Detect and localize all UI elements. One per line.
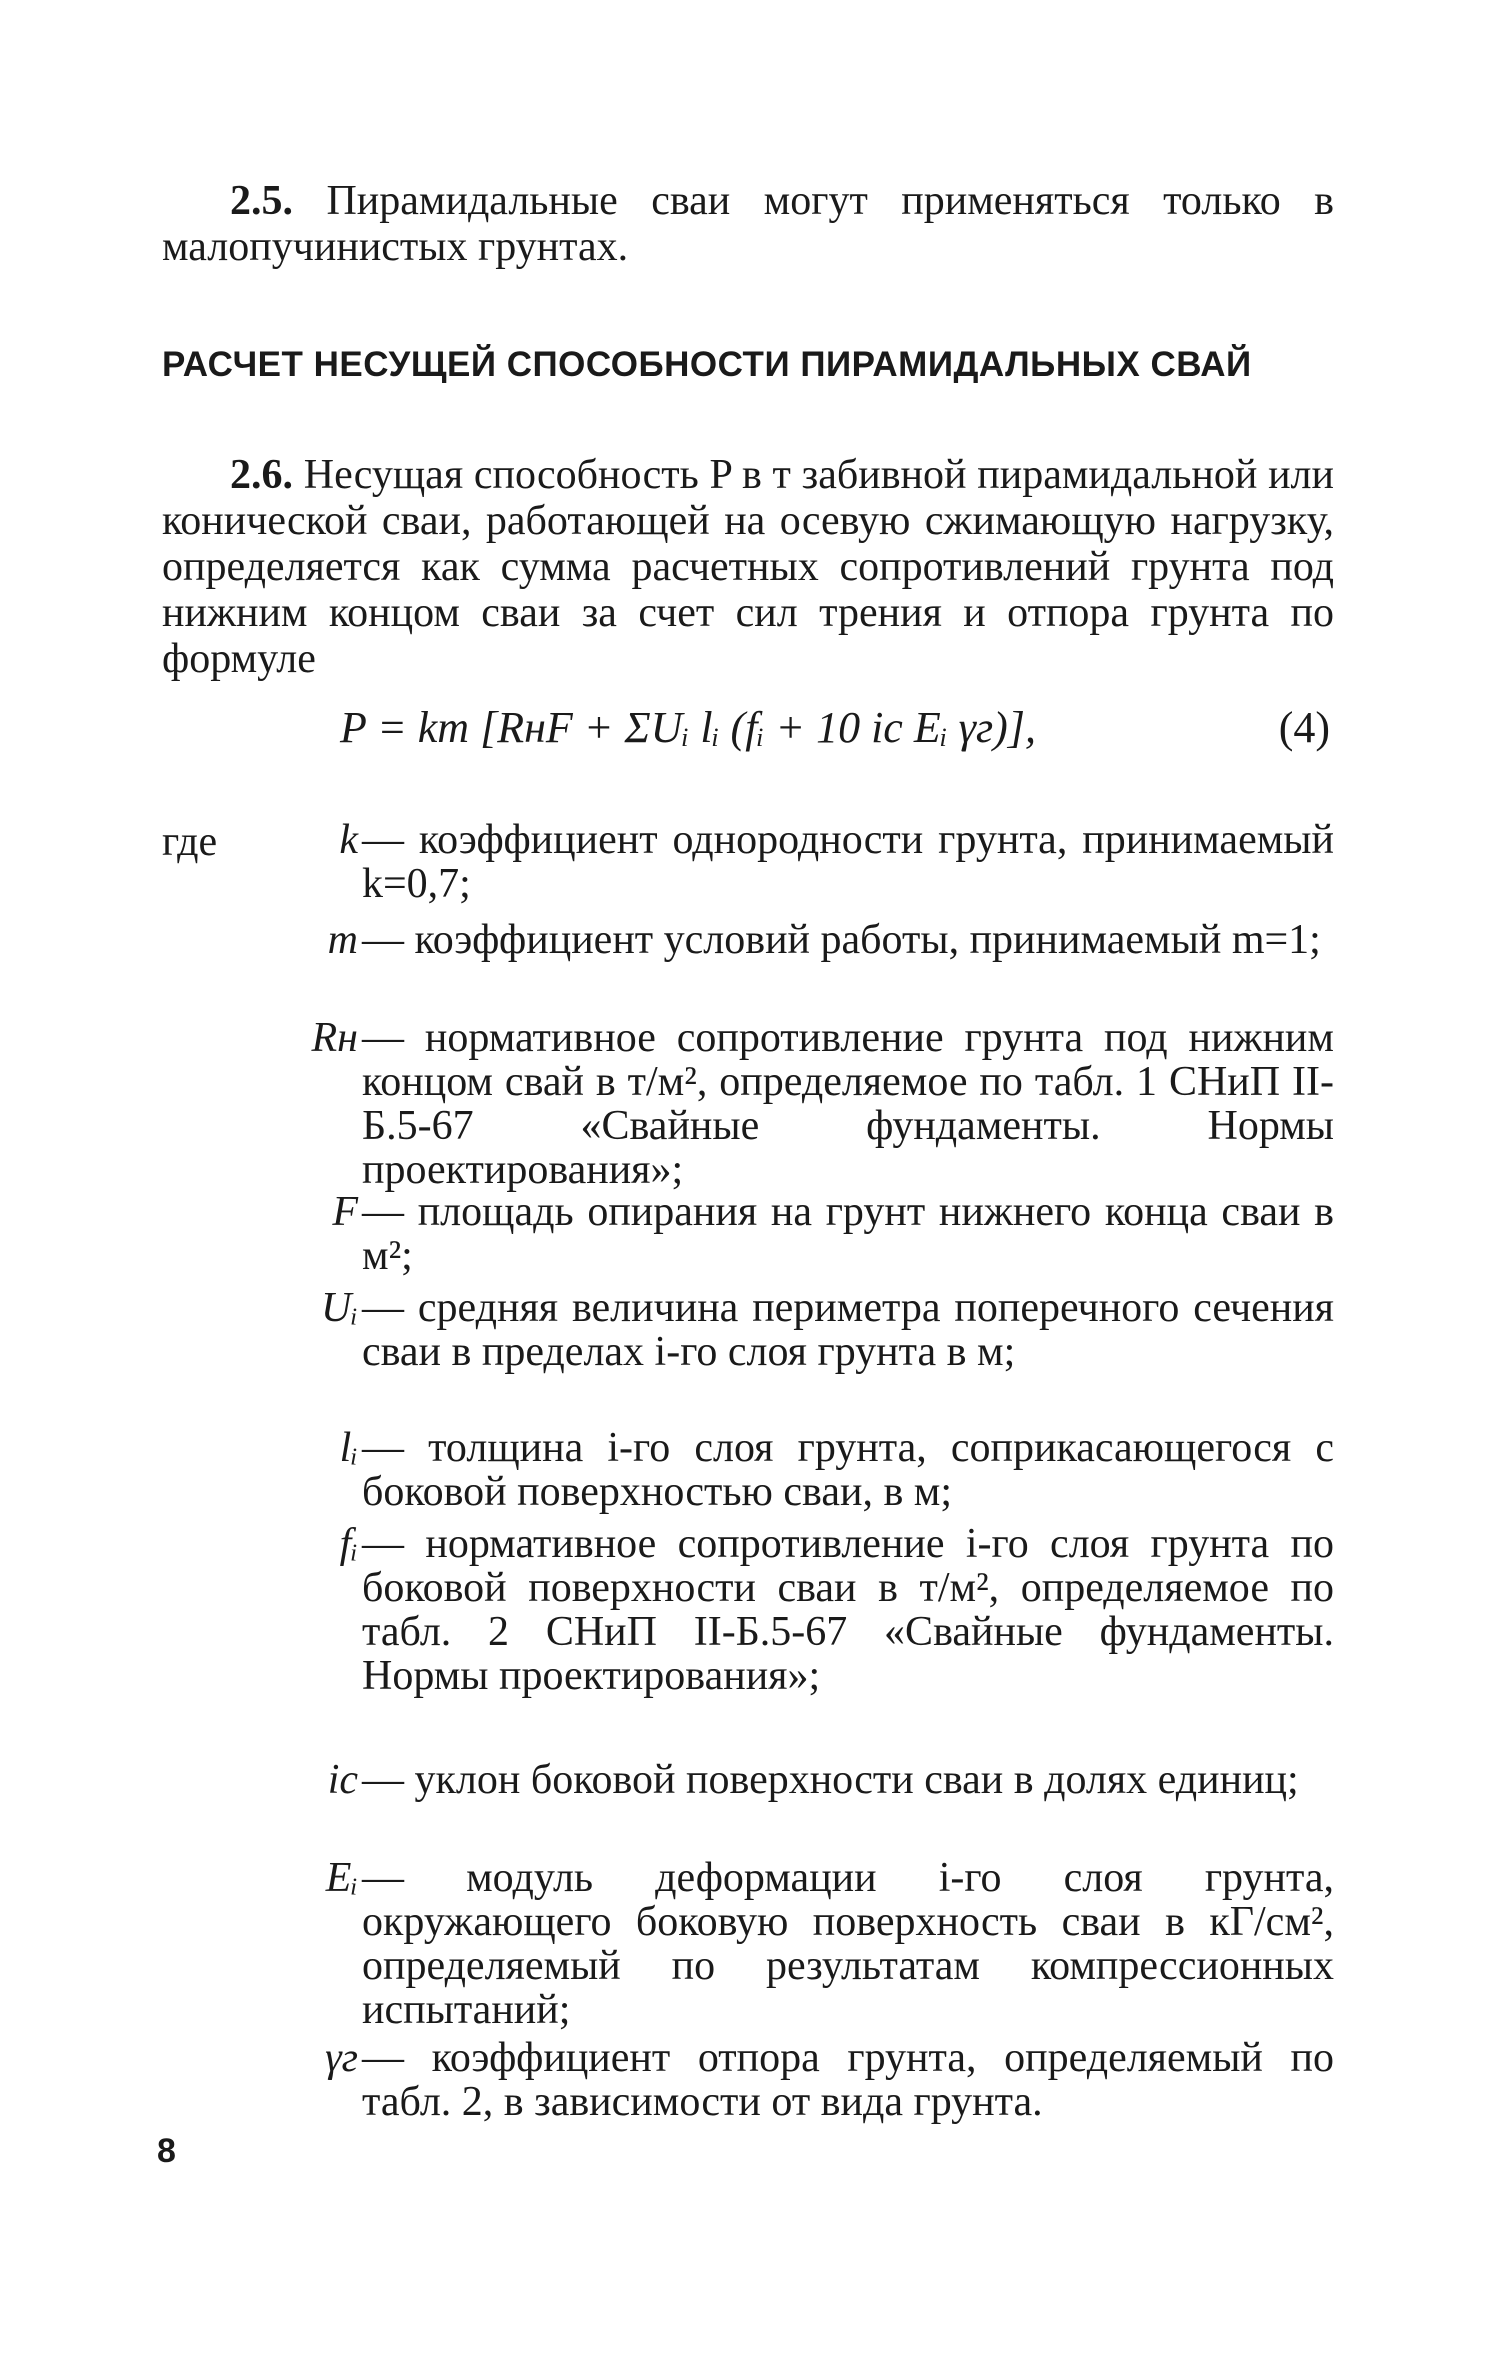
definition-symbol: fᵢ	[339, 1521, 358, 1567]
where-label: где	[162, 819, 218, 865]
definition-symbol: k	[339, 817, 358, 863]
paragraph-text: Пирамидальные сваи могут применяться только в малопучинистых грунтах.	[162, 178, 1335, 270]
paragraph-2-6	[162, 452, 1334, 682]
definition-text: — коэффициент отпора грунта, определяемый по табл. 2, в зависимости от вида грунта.	[362, 2035, 1334, 2125]
definition-symbol: iс	[327, 1757, 358, 1803]
definition-symbol: γг	[325, 2035, 358, 2081]
definition-text: — уклон боковой поверхности сваи в долях единиц;	[362, 1757, 1299, 1803]
paragraph-number: 2.5.	[230, 178, 293, 224]
section-heading: РАСЧЕТ НЕСУЩЕЙ СПОСОБНОСТИ ПИРАМИДАЛЬНЫХ СВАЙ	[162, 345, 1252, 384]
definition-symbol: Rн	[311, 1015, 358, 1061]
definition-text: — коэффициент условий работы, принимаемый m=1;	[362, 917, 1321, 963]
definition-text: — площадь опирания на грунт нижнего конца сваи в м²;	[362, 1189, 1334, 1279]
definition-text: — модуль деформации i-го слоя грунта, окружающего боковую поверхность сваи в кГ/см², определяемый по результатам компрессионных испытаний;	[362, 1855, 1334, 2033]
definition-text: — толщина i-го слоя грунта, соприкасающегося с боковой поверхностью сваи, в м;	[362, 1425, 1334, 1515]
paragraph-2-5	[162, 178, 1334, 270]
definition-symbol: F	[332, 1189, 358, 1235]
definition-symbol: lᵢ	[339, 1425, 358, 1471]
definition-text: — средняя величина периметра поперечного сечения сваи в пределах i-го слоя грунта в м;	[362, 1285, 1334, 1375]
paragraph-text: Несущая способность P в т забивной пирамидальной или конической сваи, работающей на осевую сжимающую нагрузку, определяется как сумма расчетных сопротивлений грунта под нижним концом сваи за счет сил трения и отпора грунта по формуле	[162, 452, 1334, 682]
definition-text: — коэффициент однородности грунта, принимаемый k=0,7;	[362, 817, 1334, 907]
definition-symbol: m	[327, 917, 358, 963]
definition-symbol: Eᵢ	[325, 1855, 358, 1901]
definition-text: — нормативное сопротивление i-го слоя грунта по боковой поверхности сваи в т/м², определяемое по табл. 2 СНиП II-Б.5-67 «Свайные фундаменты. Нормы проектирования»;	[362, 1521, 1334, 1699]
definition-text: — нормативное сопротивление грунта под нижним концом свай в т/м², определяемое по табл. 1 СНиП II-Б.5-67 «Свайные фундаменты. Нормы проектирования»;	[362, 1015, 1334, 1193]
definition-symbol: Uᵢ	[321, 1285, 358, 1331]
formula-number: (4)	[1278, 703, 1330, 752]
formula-4	[0, 702, 1500, 762]
page-number: 8	[157, 2132, 176, 2170]
paragraph-number: 2.6.	[230, 452, 293, 498]
formula-expression: P = km [RнF + ΣUᵢ lᵢ (fᵢ + 10 iс Eᵢ γг)],	[340, 703, 1036, 752]
